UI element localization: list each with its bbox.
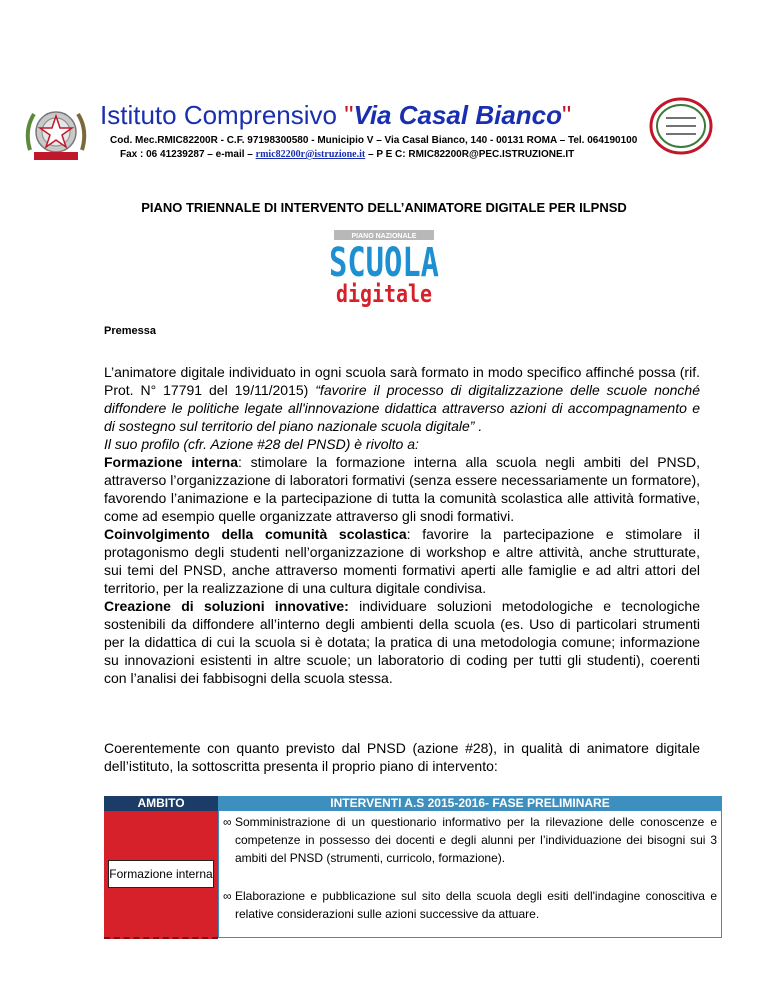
intro-paragraph xyxy=(104,363,700,687)
intervento-text: Elaborazione e pubblicazione sul sito della scuola degli esiti dell'indagine conoscitiva e relative considerazioni sulle azioni successive da attuare. xyxy=(235,889,717,921)
premessa-heading: Premessa xyxy=(104,325,156,337)
open-quote: " xyxy=(344,100,354,130)
item-coinvolgimento xyxy=(104,525,700,597)
institute-name: Via Casal Bianco xyxy=(353,100,563,130)
intervention-table xyxy=(104,796,722,940)
school-seal-icon xyxy=(648,96,714,156)
infinity-bullet-icon: ∞ xyxy=(223,815,232,829)
intervento-item xyxy=(223,813,717,867)
item-formazione xyxy=(104,453,700,525)
item-term: Coinvolgimento della comunità scolastica xyxy=(104,526,407,542)
institute-title xyxy=(100,100,571,130)
ambito-column-header: AMBITO xyxy=(104,796,218,811)
scuola-digitale-logo xyxy=(326,228,442,306)
intervento-item xyxy=(223,887,717,923)
pec-text: – P E C: RMIC82200R@PEC.ISTRUZIONE.IT xyxy=(368,149,575,160)
item-text: : favorire la partecipazione e stimolare il protagonismo degli studenti nell’organizzazione di workshop e altre attività, anche strutturate, sui temi del PNSD, anche attraverso momenti formativi aperti alle famiglie e ad altri attori del territorio, per la realizzazione di una cultura digitale condivisa. xyxy=(104,526,700,596)
repubblica-emblem-icon xyxy=(20,100,92,166)
item-creazione xyxy=(104,597,700,687)
logo-bottom-text: digitale xyxy=(336,280,432,308)
ambito-label: Formazione interna xyxy=(108,860,214,888)
fax-text: Fax : 06 41239287 – e-mail – xyxy=(120,149,253,160)
interventi-column-header: INTERVENTI A.S 2015-2016- FASE PRELIMINARE xyxy=(218,796,722,811)
closing-paragraph: Coerentemente con quanto previsto dal PNSD (azione #28), in qualità di animatore digitale dell’istituto, la sottoscritta presenta il proprio piano di intervento: xyxy=(104,740,700,774)
header-contact-line1: Cod. Mec.RMIC82200R - C.F. 97198300580 - Municipio V – Via Casal Bianco, 140 - 00131 ROMA – Tel. 064190100 xyxy=(110,135,638,146)
item-text: individuare soluzioni metodologiche e tecnologiche sostenibili da diffondere all’interno degli ambienti della scuola (es. Uso di particolari strumenti per la didattica di cui la scuola si è dotata; la pratica di una metodologia comune; informazione su innovazioni esistenti in altre scuole; un laboratorio di coding per tutti gli studenti), coerenti con l’analisi dei fabbisogni della scuola stessa. xyxy=(104,598,700,686)
institute-prefix: Istituto Comprensivo xyxy=(100,100,337,130)
logo-main-text: SCUOLA xyxy=(329,240,439,286)
intro-lead: L’animatore digitale individuato in ogni scuola sarà formato in modo specifico affinché possa (rif. Prot. N° 17791 del 19/11/2015) xyxy=(104,364,700,398)
logo-top-text: PIANO NAZIONALE xyxy=(351,233,417,240)
intervento-text: Somministrazione di un questionario informativo per la rilevazione delle conoscenze e competenze in possesso dei docenti e degli alunni per l’individuazione dei bisogni sui 3 ambiti del PNSD (strumenti, curricolo, formazione). xyxy=(235,815,717,865)
email-link[interactable]: rmic82200r@istruzione.it xyxy=(255,149,366,160)
item-term: Formazione interna xyxy=(104,454,239,470)
infinity-bullet-icon: ∞ xyxy=(223,889,232,903)
header-contact-line2 xyxy=(120,149,640,161)
intro-profile: Il suo profilo (cfr. Azione #28 del PNSD) è rivolto a: xyxy=(104,436,419,452)
interventi-cell xyxy=(218,811,722,938)
document-title: PIANO TRIENNALE DI INTERVENTO DELL’ANIMATORE DIGITALE PER ILPNSD xyxy=(141,200,627,215)
intro-quote: “favorire il processo di digitalizzazione delle scuole nonché diffondere le politiche legate all'innovazione didattica attraverso azioni di accompagnamento e di sostegno sul territorio del piano nazionale scuola digitale” . xyxy=(104,382,701,434)
ambito-cell xyxy=(104,811,218,939)
close-quote: " xyxy=(562,100,572,130)
item-text: : stimolare la formazione interna alla scuola negli ambiti del PNSD, attraverso l’organizzazione di laboratori formativi (senza essere necessariamente un formatore), favorendo l’animazione e la partecipazione di tutta la comunità scolastica alle attività formative, come ad esempio quelle organizzate attraverso gli snodi formativi. xyxy=(104,454,700,524)
item-term: Creazione di soluzioni innovative: xyxy=(104,598,349,614)
